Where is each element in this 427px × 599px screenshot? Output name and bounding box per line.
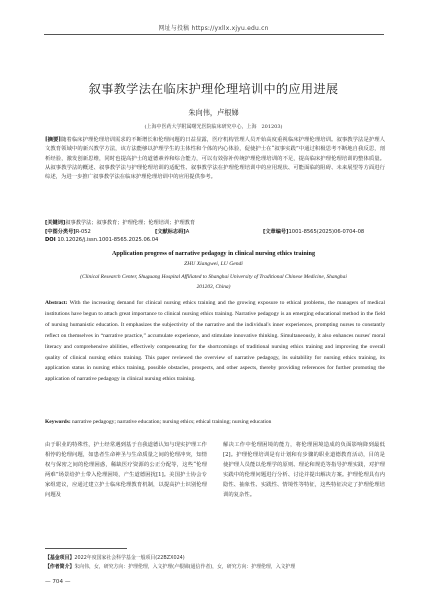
english-keywords-text: narrative pedagogy; narrative education; nursing ethics; ethical training; nursing education xyxy=(72,419,272,425)
abstract-label: [摘要] xyxy=(45,137,61,143)
body-left-column: 由于职业的特殊性，护士经常遇到基于自我道德认知与现实护理工作相悖的伦理问题，如患者生命神圣与生命质量之间的伦理冲突，知情权与保密之间的伦理困惑，稀缺医疗资源的公正分配等，这些“伦理两难”场景给护士带入伦理困境，产生道德困扰[1]。美国护士协会专家组建议，应通过建立护士临床伦理教育机制，以提高护士识别伦理问题及 xyxy=(45,442,207,498)
footnote-rule xyxy=(45,548,127,549)
article-title: 叙事教学法在临床护理伦理培训中的应用进展 xyxy=(88,82,339,96)
article-no-label: [文章编号] xyxy=(263,229,289,235)
header-rule xyxy=(44,34,384,35)
doi-row xyxy=(45,237,385,243)
keywords-cn-text: 叙事教学法；叙事教育；护理伦理；伦理培训；护理教育 xyxy=(65,220,196,226)
fund-label: 【基金项目】 xyxy=(45,555,75,561)
english-abstract-label: Abstract: xyxy=(45,300,68,306)
author-bio-label: 【作者简介】 xyxy=(45,564,75,570)
english-title: Application progress of narrative pedagogy in clinical nursing ethics training xyxy=(111,250,316,257)
english-keywords-label: Keywords: xyxy=(45,419,71,425)
clc-label: [中图分类号] xyxy=(45,229,76,235)
english-authors: ZHU Xiangwei, LU Gendi xyxy=(184,261,243,267)
article-no-value: 1001-8565(2025)06-0704-08 xyxy=(288,229,365,235)
doc-code-value: A xyxy=(185,229,190,235)
clc-value: R-052 xyxy=(75,229,91,235)
keywords-cn xyxy=(45,219,385,226)
doi-label: DOI xyxy=(45,237,56,243)
english-affiliation: (Clinical Research Center, Shuguang Hospital Affiliated to Shanghai University of Traditional Chinese Medicine, Shanghai 201203, China) xyxy=(80,274,347,290)
english-keywords xyxy=(45,419,385,425)
keywords-cn-label: [关键词] xyxy=(45,220,66,226)
journal-header: 网址与投稿 https://yxllx.xjyu.edu.cn xyxy=(158,25,269,32)
article-authors: 朱向伟，卢根娣 xyxy=(188,108,239,117)
body-right-column: 解决工作中伦理困境的能力，将伦理困境造成的负面影响降到最低[2]。护理伦理培训是有计划和有步骤的职业道德教育活动，目的是使护理人员能以伦理学的原则、理论和规范等指导护理实践，对护理实践中的伦理问题进行分析、讨论并提出解决方案。护理伦理具有内隐性、抽象性、实践性、情境性等特征，这些特征决定了护理伦理培训的复杂性。 xyxy=(223,442,385,498)
author-footnote xyxy=(45,563,385,570)
fund-text: 2022年度国家社会科学基金一般项目(22BZX024) xyxy=(74,555,185,561)
fund-footnote xyxy=(45,554,385,561)
doi-value: 10.12026/j.issn.1001-8565.2025.06.04 xyxy=(57,237,159,243)
english-abstract-text: With the increasing demand for clinical nursing ethics training and the growing exposure to ethical problems, the managers of medical institutions have begun to attach great importance to clinical nursing ethics training. Narrative pedagogy is an emerging educational method in the field of nursing humanistic education. It emphasizes the subjectivity of the narrative and the individual's inner experiences, prompting nurses to constantly reflect on themselves in “narrative practice,” accumulate experience, and stimulate innovative thinking. Simultaneously, it also enhances nurses' moral literacy and comprehensive abilities, effectively compensating for the shortcomings of traditional nursing ethics training and improving the overall quality of clinical nursing ethics training. This paper reviewed the overview of narrative pedagogy, its suitability for nursing ethics training, its application status in nursing ethics training, possible obstacles, prospects, and other aspects, thereby providing references for further promoting the application of narrative pedagogy in clinical nursing ethics training. xyxy=(45,300,385,383)
author-bio-text: 朱向伟，女，研究方向：护理伦理，入文护理(卢根娣(通信作者)，女，研究方向：护理伦理，入文护理 xyxy=(74,564,296,570)
chinese-abstract xyxy=(45,136,385,182)
abstract-text: 随着临床护理伦理培训需求的不断增长和伦理问题的日益显露，医疗机构管理人员开始高度重视临床护理伦理培训。叙事教学法是护理人文教育领域中的新兴教学方法，该方法能够以护理学生的主体性和个体的内心体验，促使护士在“叙事实践”中通过积极思考不断地自我反思，剖析经验，激发创新思维，同时也提高护士的道德素养和综合能力，可以有效弥补传统护理伦理培训的不足，提高临床护理伦理培训的整体质量。从叙事教学法的概述、叙事教学法与护理伦理培训的适配性、叙事教学法在护理伦理培训中的应用现状、可能面临的阻碍、未来展望等方面进行综述，为进一步推广叙事教学法在临床护理伦理培训中的应用提供参考。 xyxy=(45,137,385,180)
english-abstract xyxy=(45,298,385,385)
article-affiliation: (上海中医药大学附属曙光医院临床研究中心，上海 201203) xyxy=(144,124,283,130)
page-number: — 704 — xyxy=(45,579,71,585)
doc-code-label: [文献标志码] xyxy=(155,229,186,235)
